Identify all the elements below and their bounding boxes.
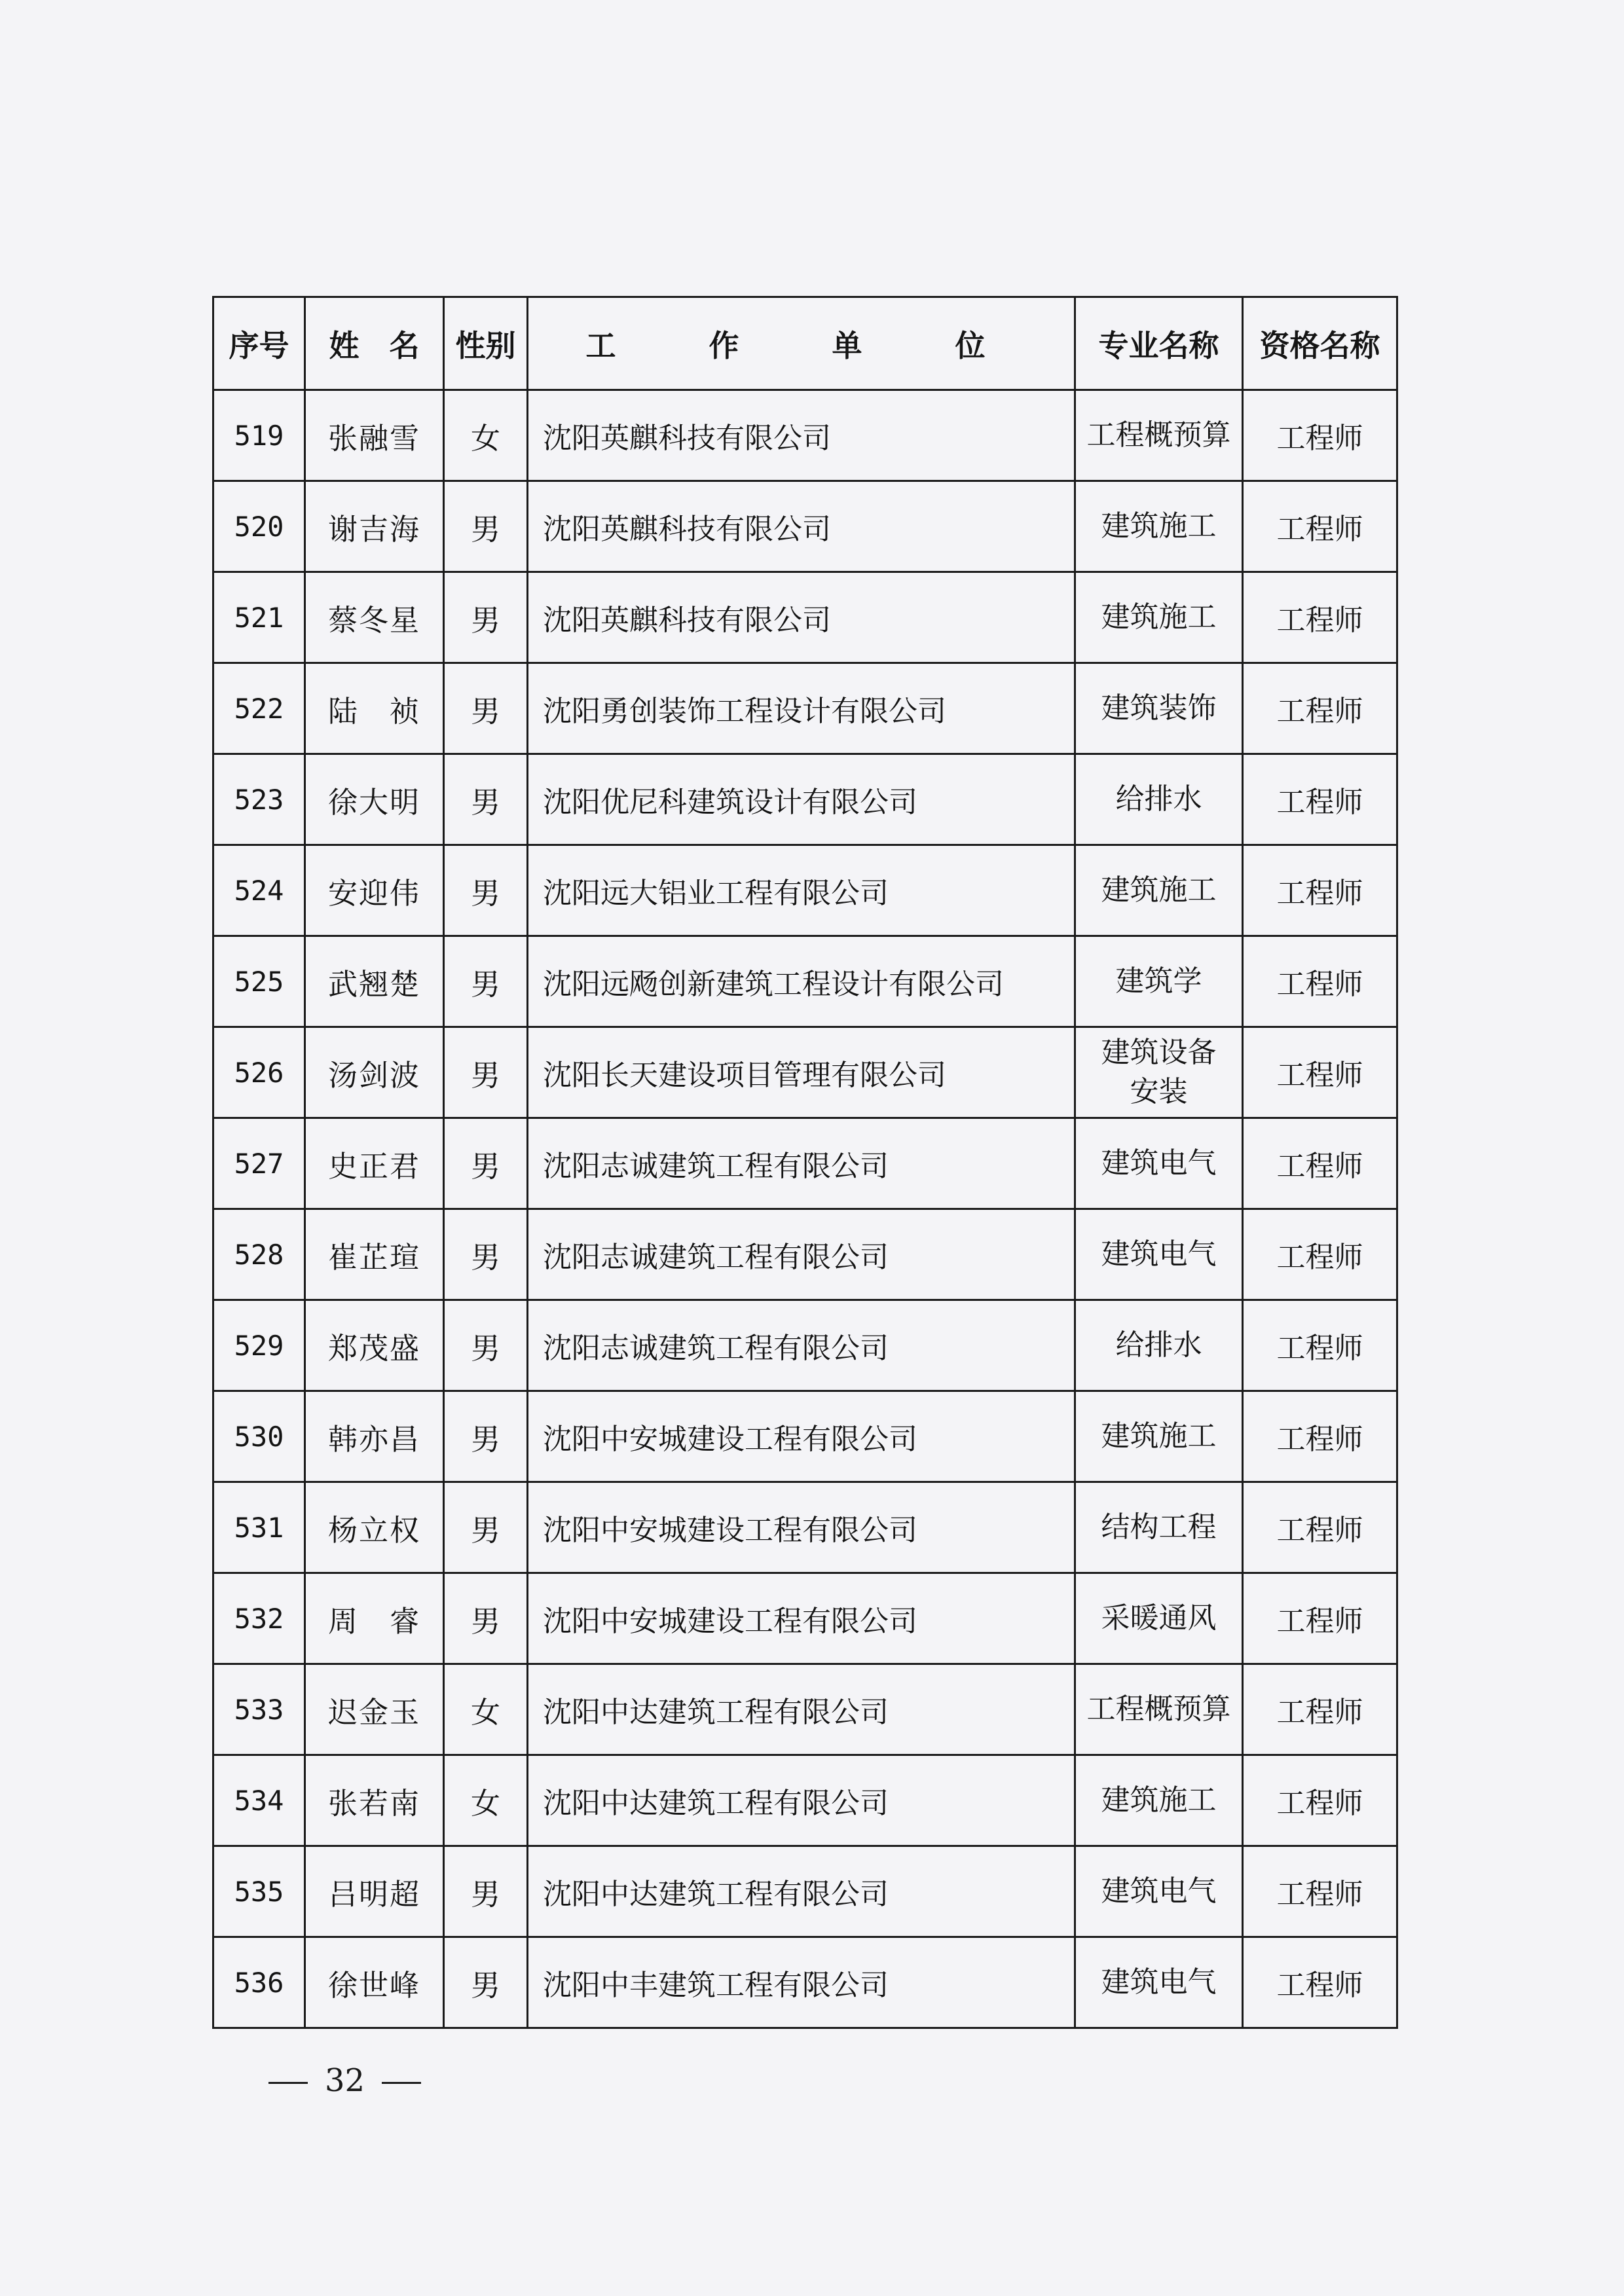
cell-gender: 男 xyxy=(444,845,528,936)
cell-qualification: 工程师 xyxy=(1243,754,1397,845)
cell-qualification: 工程师 xyxy=(1243,1482,1397,1573)
cell-major: 结构工程 xyxy=(1075,1482,1243,1573)
cell-qualification: 工程师 xyxy=(1243,663,1397,754)
cell-unit: 沈阳英麒科技有限公司 xyxy=(528,572,1075,663)
cell-major: 建筑施工 xyxy=(1075,1755,1243,1846)
table-row xyxy=(213,1573,1397,1664)
cell-major: 采暖通风 xyxy=(1075,1573,1243,1664)
cell-unit: 沈阳远大铝业工程有限公司 xyxy=(528,845,1075,936)
header-gender: 性别 xyxy=(444,297,528,390)
header-major: 专业名称 xyxy=(1075,297,1243,390)
header-seq: 序号 xyxy=(213,297,305,390)
cell-qualification: 工程师 xyxy=(1243,1664,1397,1755)
cell-name: 吕明超 xyxy=(305,1846,444,1937)
cell-qualification: 工程师 xyxy=(1243,1573,1397,1664)
cell-unit: 沈阳英麒科技有限公司 xyxy=(528,481,1075,572)
cell-name: 张若南 xyxy=(305,1755,444,1846)
table-row xyxy=(213,1391,1397,1482)
cell-qualification: 工程师 xyxy=(1243,481,1397,572)
cell-major: 建筑施工 xyxy=(1075,845,1243,936)
cell-major: 给排水 xyxy=(1075,1300,1243,1391)
table-row xyxy=(213,936,1397,1027)
cell-major: 工程概预算 xyxy=(1075,1664,1243,1755)
cell-name: 韩亦昌 xyxy=(305,1391,444,1482)
cell-unit: 沈阳中达建筑工程有限公司 xyxy=(528,1664,1075,1755)
dash-left xyxy=(268,2082,308,2084)
cell-qualification: 工程师 xyxy=(1243,1118,1397,1209)
dash-right xyxy=(382,2082,421,2084)
cell-name: 史正君 xyxy=(305,1118,444,1209)
cell-name: 崔芷瑄 xyxy=(305,1209,444,1300)
cell-name: 迟金玉 xyxy=(305,1664,444,1755)
cell-gender: 男 xyxy=(444,572,528,663)
cell-name: 安迎伟 xyxy=(305,845,444,936)
cell-major: 建筑施工 xyxy=(1075,572,1243,663)
roster-table-container xyxy=(212,296,1396,2029)
table-row xyxy=(213,1846,1397,1937)
cell-seq: 531 xyxy=(213,1482,305,1573)
cell-seq: 530 xyxy=(213,1391,305,1482)
cell-seq: 534 xyxy=(213,1755,305,1846)
cell-gender: 男 xyxy=(444,1118,528,1209)
cell-name: 谢吉海 xyxy=(305,481,444,572)
cell-qualification: 工程师 xyxy=(1243,1300,1397,1391)
cell-major: 建筑施工 xyxy=(1075,481,1243,572)
header-unit: 工 作 单 位 xyxy=(528,297,1075,390)
table-row xyxy=(213,663,1397,754)
cell-qualification: 工程师 xyxy=(1243,1391,1397,1482)
cell-name: 蔡冬星 xyxy=(305,572,444,663)
cell-seq: 519 xyxy=(213,390,305,481)
cell-name: 武翘楚 xyxy=(305,936,444,1027)
cell-qualification: 工程师 xyxy=(1243,1755,1397,1846)
cell-unit: 沈阳中安城建设工程有限公司 xyxy=(528,1391,1075,1482)
table-row xyxy=(213,1300,1397,1391)
cell-unit: 沈阳远飏创新建筑工程设计有限公司 xyxy=(528,936,1075,1027)
cell-qualification: 工程师 xyxy=(1243,936,1397,1027)
cell-gender: 男 xyxy=(444,936,528,1027)
cell-name: 张融雪 xyxy=(305,390,444,481)
cell-unit: 沈阳中安城建设工程有限公司 xyxy=(528,1482,1075,1573)
cell-qualification: 工程师 xyxy=(1243,390,1397,481)
header-name: 姓 名 xyxy=(305,297,444,390)
cell-gender: 男 xyxy=(444,481,528,572)
page-number: 32 xyxy=(325,2062,365,2099)
cell-unit: 沈阳中达建筑工程有限公司 xyxy=(528,1846,1075,1937)
table-body xyxy=(213,390,1397,2028)
cell-seq: 524 xyxy=(213,845,305,936)
cell-seq: 536 xyxy=(213,1937,305,2028)
table-row xyxy=(213,572,1397,663)
cell-qualification: 工程师 xyxy=(1243,1209,1397,1300)
cell-major: 工程概预算 xyxy=(1075,390,1243,481)
cell-seq: 521 xyxy=(213,572,305,663)
cell-name: 徐大明 xyxy=(305,754,444,845)
cell-seq: 526 xyxy=(213,1027,305,1118)
table-row xyxy=(213,1482,1397,1573)
table-row xyxy=(213,845,1397,936)
cell-major: 建筑电气 xyxy=(1075,1209,1243,1300)
page-number-footer xyxy=(251,2062,438,2099)
cell-seq: 522 xyxy=(213,663,305,754)
cell-major: 建筑电气 xyxy=(1075,1118,1243,1209)
cell-gender: 男 xyxy=(444,1937,528,2028)
cell-major: 建筑施工 xyxy=(1075,1391,1243,1482)
cell-seq: 523 xyxy=(213,754,305,845)
cell-gender: 男 xyxy=(444,663,528,754)
cell-major: 建筑学 xyxy=(1075,936,1243,1027)
cell-unit: 沈阳中达建筑工程有限公司 xyxy=(528,1755,1075,1846)
table-row xyxy=(213,1209,1397,1300)
cell-qualification: 工程师 xyxy=(1243,572,1397,663)
cell-name: 杨立权 xyxy=(305,1482,444,1573)
cell-qualification: 工程师 xyxy=(1243,845,1397,936)
cell-name: 周 睿 xyxy=(305,1573,444,1664)
cell-unit: 沈阳中丰建筑工程有限公司 xyxy=(528,1937,1075,2028)
table-row xyxy=(213,1027,1397,1118)
table-row xyxy=(213,1118,1397,1209)
cell-seq: 533 xyxy=(213,1664,305,1755)
cell-unit: 沈阳志诚建筑工程有限公司 xyxy=(528,1209,1075,1300)
table-row xyxy=(213,1664,1397,1755)
cell-gender: 男 xyxy=(444,1027,528,1118)
cell-gender: 男 xyxy=(444,1846,528,1937)
cell-gender: 男 xyxy=(444,1209,528,1300)
cell-gender: 女 xyxy=(444,1664,528,1755)
cell-seq: 525 xyxy=(213,936,305,1027)
cell-qualification: 工程师 xyxy=(1243,1846,1397,1937)
cell-gender: 男 xyxy=(444,1573,528,1664)
cell-qualification: 工程师 xyxy=(1243,1937,1397,2028)
cell-unit: 沈阳勇创装饰工程设计有限公司 xyxy=(528,663,1075,754)
cell-gender: 男 xyxy=(444,1391,528,1482)
cell-name: 郑茂盛 xyxy=(305,1300,444,1391)
table-row xyxy=(213,1937,1397,2028)
cell-gender: 女 xyxy=(444,1755,528,1846)
table-row xyxy=(213,1755,1397,1846)
cell-seq: 529 xyxy=(213,1300,305,1391)
cell-unit: 沈阳长天建设项目管理有限公司 xyxy=(528,1027,1075,1118)
cell-unit: 沈阳志诚建筑工程有限公司 xyxy=(528,1118,1075,1209)
table-row xyxy=(213,754,1397,845)
cell-gender: 男 xyxy=(444,754,528,845)
table-row xyxy=(213,390,1397,481)
header-qualification: 资格名称 xyxy=(1243,297,1397,390)
cell-unit: 沈阳志诚建筑工程有限公司 xyxy=(528,1300,1075,1391)
cell-seq: 527 xyxy=(213,1118,305,1209)
table-header-row xyxy=(213,297,1397,390)
cell-unit: 沈阳英麒科技有限公司 xyxy=(528,390,1075,481)
cell-unit: 沈阳优尼科建筑设计有限公司 xyxy=(528,754,1075,845)
cell-major: 给排水 xyxy=(1075,754,1243,845)
roster-table xyxy=(212,296,1398,2029)
cell-gender: 女 xyxy=(444,390,528,481)
cell-major: 建筑电气 xyxy=(1075,1937,1243,2028)
cell-major: 建筑电气 xyxy=(1075,1846,1243,1937)
cell-name: 徐世峰 xyxy=(305,1937,444,2028)
cell-seq: 535 xyxy=(213,1846,305,1937)
table-row xyxy=(213,481,1397,572)
cell-gender: 男 xyxy=(444,1300,528,1391)
cell-seq: 528 xyxy=(213,1209,305,1300)
cell-seq: 532 xyxy=(213,1573,305,1664)
cell-name: 汤剑波 xyxy=(305,1027,444,1118)
cell-major: 建筑装饰 xyxy=(1075,663,1243,754)
cell-seq: 520 xyxy=(213,481,305,572)
cell-qualification: 工程师 xyxy=(1243,1027,1397,1118)
cell-major: 建筑设备 安装 xyxy=(1075,1027,1243,1118)
cell-gender: 男 xyxy=(444,1482,528,1573)
cell-name: 陆 祯 xyxy=(305,663,444,754)
cell-unit: 沈阳中安城建设工程有限公司 xyxy=(528,1573,1075,1664)
